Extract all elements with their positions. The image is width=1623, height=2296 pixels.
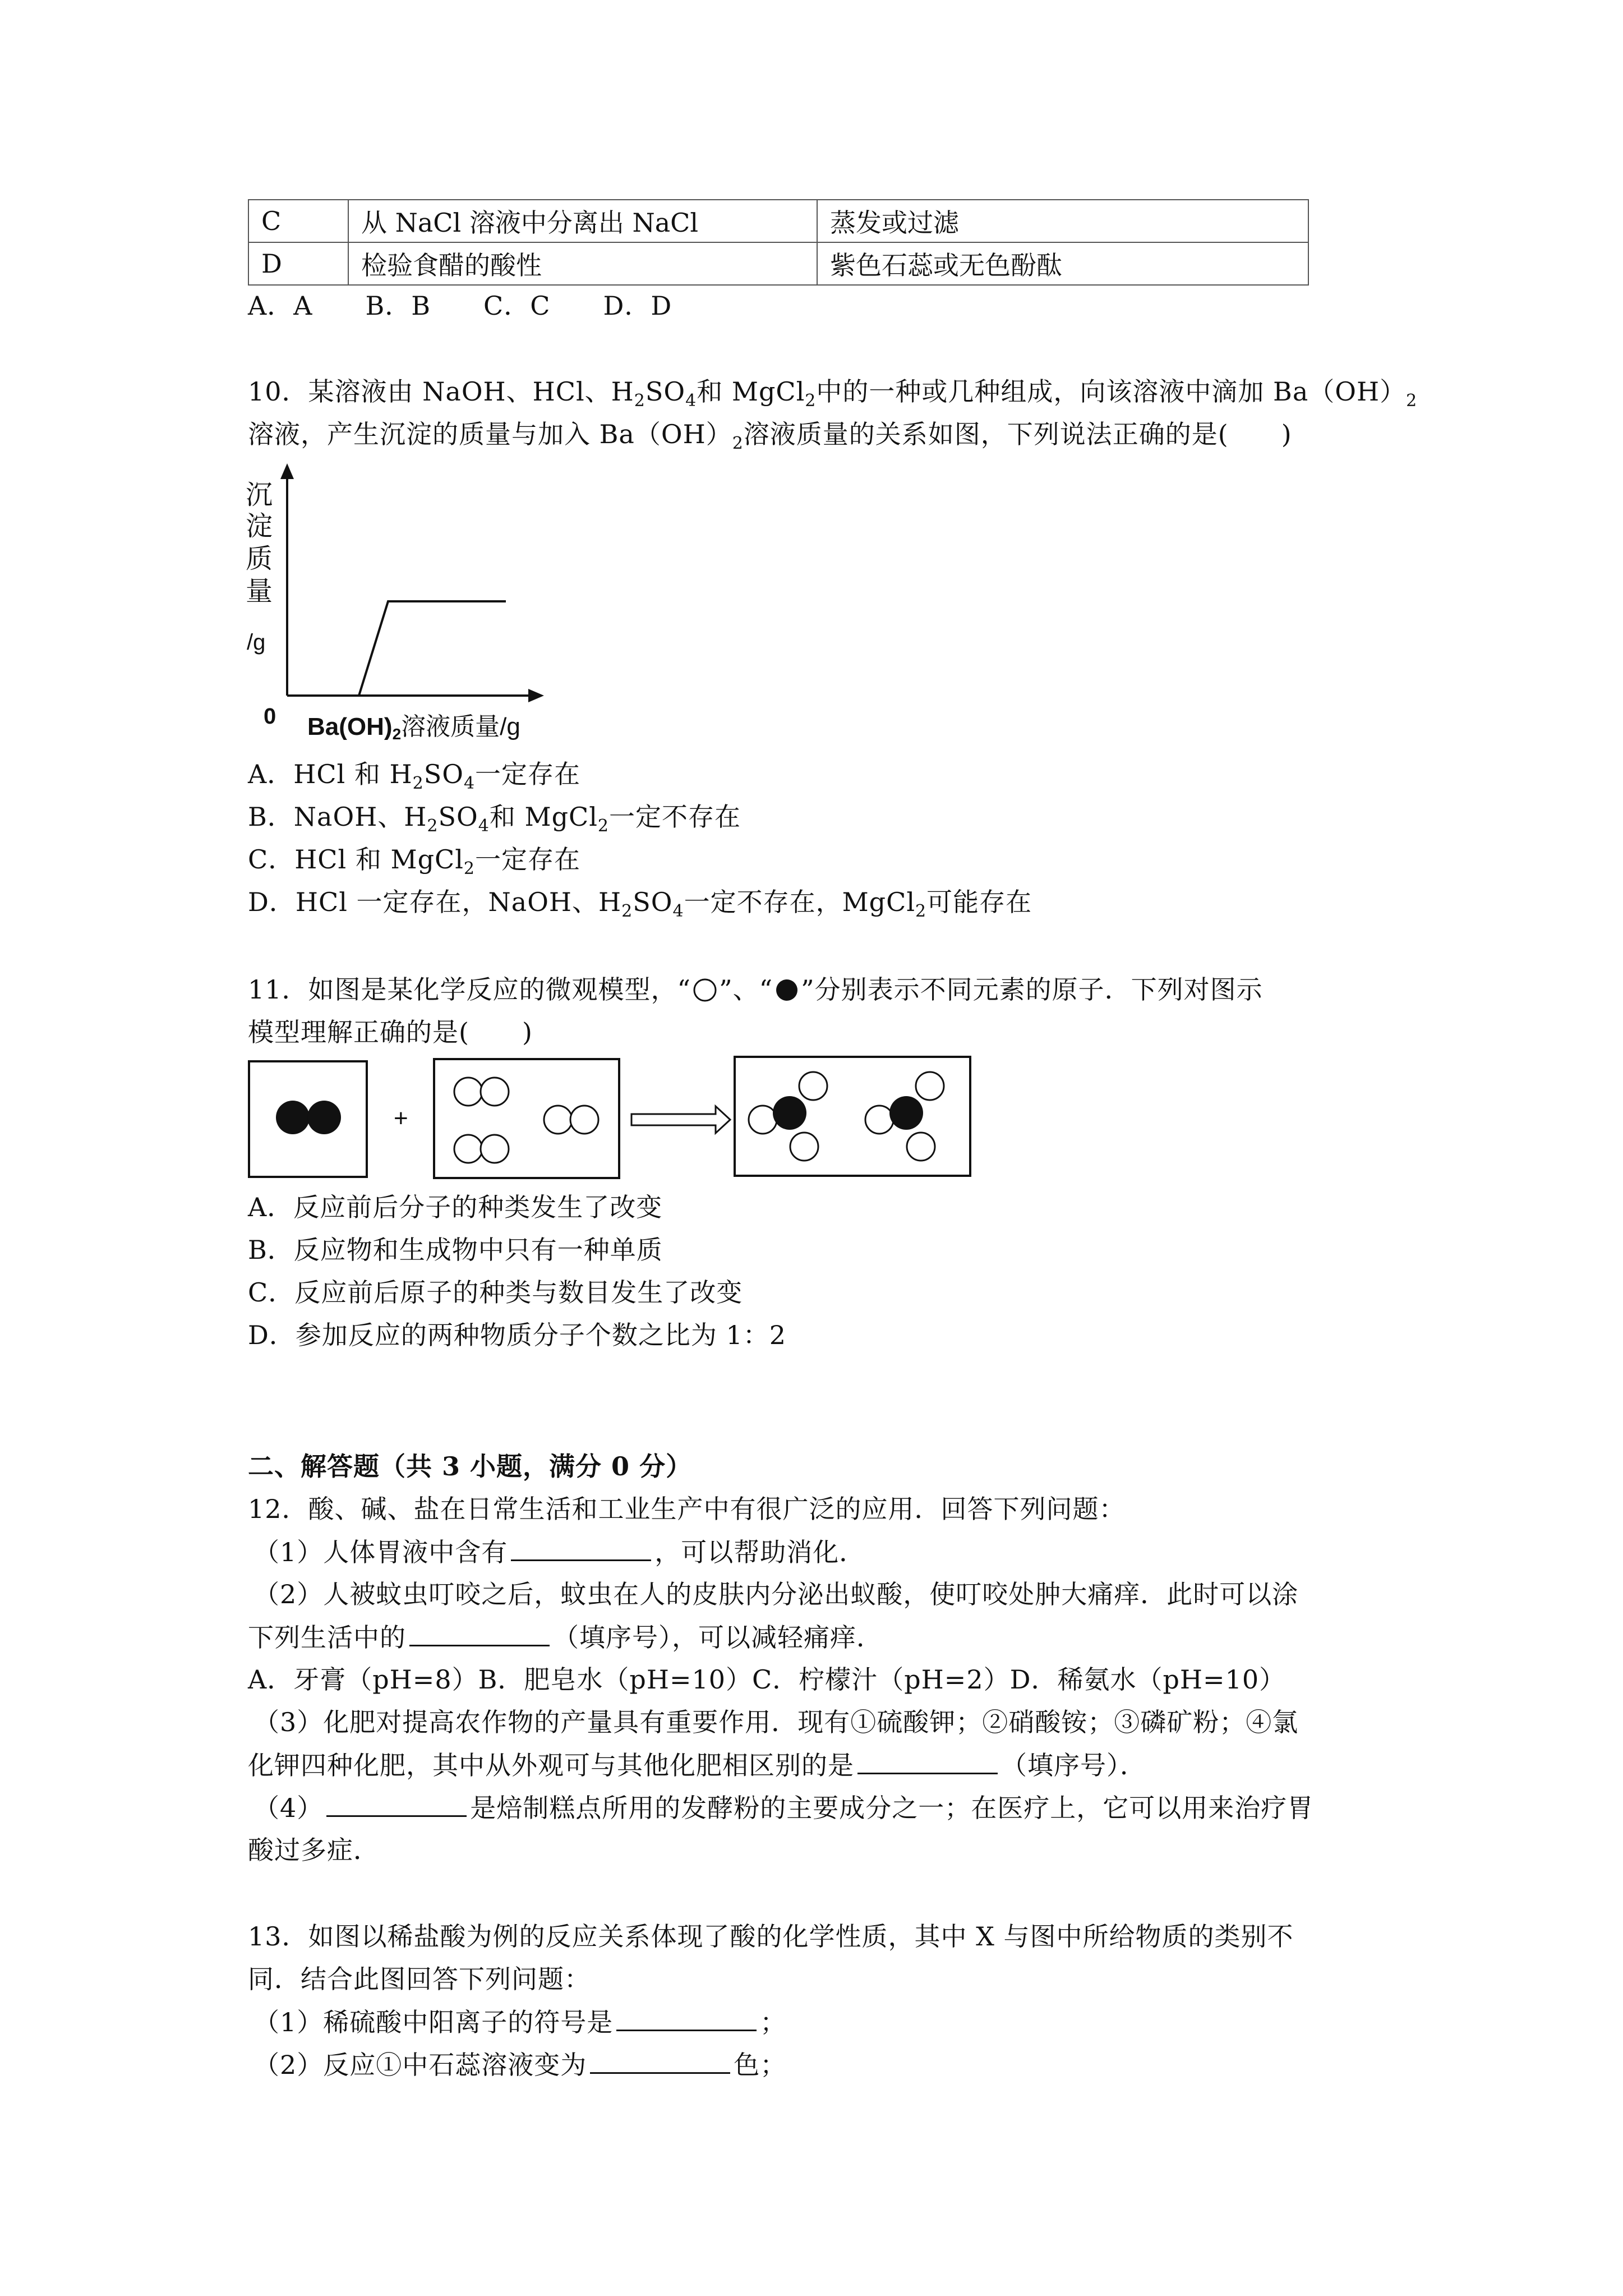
text: C．HCl 和 MgCl [248, 844, 464, 875]
y-label-char: 淀 [246, 512, 273, 541]
white-atom [907, 1133, 935, 1161]
text: 溶液，产生沉淀的质量与加入 Ba（OH） [248, 419, 732, 449]
q12-stem: 12．酸、碱、盐在日常生活和工业生产中有很广泛的应用．回答下列问题： [248, 1494, 1126, 1524]
answer-blank[interactable] [409, 1620, 550, 1646]
text: （填序号），可以减轻痛痒． [553, 1622, 883, 1653]
x-label-part: 溶液质量/g [401, 713, 520, 740]
table-cell-task: 从 NaCl 溶液中分离出 NaCl [348, 200, 817, 242]
text: 和 MgCl [697, 376, 805, 407]
text: SO [423, 759, 464, 789]
q12-part2-options: A．牙膏（pH=8）B．肥皂水（pH=10）C．柠檬汁（pH=2）D．稀氨水（pH=10） [248, 1664, 1286, 1695]
q11-reaction-svg [247, 1055, 976, 1184]
q12-part4-line2: 酸过多症． [248, 1835, 380, 1865]
black-atom [307, 1101, 341, 1134]
q11-option-b: B．反应物和生成物中只有一种单质 [248, 1235, 663, 1265]
y-label-char: 质 [246, 544, 273, 574]
q10-stem-line2 [248, 417, 1292, 451]
subscript: 4 [672, 901, 684, 921]
text: 一定不存在 [609, 802, 741, 832]
x-label-sub: 2 [392, 725, 402, 743]
q12-part4-line1 [253, 1791, 1313, 1825]
y-label-char: 沉 [246, 480, 273, 510]
q10-option-a [248, 757, 580, 791]
subscript: 2 [634, 391, 645, 411]
black-atom-icon [773, 977, 801, 1003]
white-atom [865, 1106, 893, 1134]
text: 一定存在 [475, 759, 581, 789]
q10-graph [241, 460, 578, 752]
y-label-unit: /g [247, 630, 266, 655]
table-cell-label: D [248, 242, 348, 285]
subscript: 2 [463, 859, 476, 878]
black-atom [773, 1096, 806, 1130]
table-cell-method: 紫色石蕊或无色酚酞 [817, 242, 1308, 285]
white-atom [790, 1133, 818, 1161]
text: 是焙制糕点所用的发酵粉的主要成分之一；在医疗上，它可以用来治疗胃 [470, 1793, 1314, 1823]
white-atom [570, 1106, 598, 1134]
q13-stem-line1: 13．如图以稀盐酸为例的反应关系体现了酸的化学性质，其中 X 与图中所给物质的类别不 [248, 1921, 1294, 1952]
table-row [248, 242, 1308, 285]
text: 10．某溶液由 NaOH、HCl、H [248, 376, 634, 407]
q12-part3-line1: （3）化肥对提高农作物的产量具有重要作用．现有①硫酸钾；②硝酸铵；③磷矿粉；④氯 [253, 1707, 1299, 1737]
white-atom [454, 1135, 482, 1163]
x-axis-label [307, 713, 520, 743]
text: （填序号）． [1001, 1750, 1146, 1780]
q10-graph-svg [241, 460, 578, 752]
text: （1）稀硫酸中阳离子的符号是 [253, 2007, 614, 2037]
q11-stem-line2: 模型理解正确的是( ) [248, 1017, 533, 1047]
subscript: 2 [597, 816, 610, 836]
text: 化钾四种化肥，其中从外观可与其他化肥相区别的是 [248, 1750, 854, 1780]
text: A．HCl 和 H [248, 759, 413, 789]
subscript: 4 [685, 391, 697, 411]
precipitate-line [359, 601, 506, 696]
text: 下列生活中的 [248, 1622, 406, 1653]
answer-blank[interactable] [616, 2005, 757, 2031]
text: 中的一种或几种组成，向该溶液中滴加 Ba（OH） [816, 376, 1407, 407]
q11-option-a: A．反应前后分子的种类发生了改变 [248, 1192, 663, 1222]
subscript: 2 [915, 901, 927, 921]
q13-part2 [253, 2047, 786, 2082]
origin-label: 0 [264, 704, 276, 729]
q10-stem-line1 [248, 375, 1418, 411]
subscript: 2 [412, 774, 424, 793]
text: D．HCl 一定存在，NaOH、H [248, 887, 622, 917]
white-atom [454, 1078, 482, 1106]
text: B．NaOH、H [248, 802, 427, 832]
subscript: 4 [478, 816, 490, 836]
white-atom [916, 1072, 944, 1100]
reaction-arrow [631, 1106, 730, 1133]
q11-option-c: C．反应前后原子的种类与数目发生了改变 [248, 1277, 743, 1308]
text: ”分别表示不同元素的原子．下列对图示 [801, 974, 1263, 1005]
black-atom [889, 1096, 923, 1130]
text: 一定存在 [475, 844, 581, 875]
white-atom [481, 1135, 509, 1163]
white-atom [749, 1106, 777, 1134]
q10-option-b [248, 800, 741, 834]
table-row [248, 200, 1308, 242]
q12-part1 [253, 1535, 865, 1569]
subscript: 2 [427, 816, 439, 836]
q12-part2-line2 [248, 1620, 883, 1654]
q11-reaction-diagram [247, 1055, 976, 1184]
q9-answer-choices: A．A B．B C．C D．D [248, 291, 672, 321]
white-atom [544, 1106, 572, 1134]
q12-part2-line1: （2）人被蚊虫叮咬之后，蚊虫在人的皮肤内分泌出蚁酸，使叮咬处肿大痛痒．此时可以涂 [253, 1579, 1299, 1609]
answer-blank[interactable] [590, 2047, 730, 2074]
table-cell-method: 蒸发或过滤 [817, 200, 1308, 242]
subscript: 2 [805, 391, 817, 411]
text: ； [760, 2007, 787, 2037]
y-label-char: 量 [246, 577, 273, 606]
table-cell-task: 检验食醋的酸性 [348, 242, 817, 285]
x-axis-arrow [528, 689, 544, 702]
text: SO [438, 802, 478, 832]
answer-blank[interactable] [511, 1535, 651, 1561]
x-label-part: Ba(OH) [307, 713, 393, 740]
section-heading: 二、解答题（共 3 小题，满分 0 分） [248, 1451, 693, 1481]
text: 11．如图是某化学反应的微观模型，“ [248, 974, 691, 1005]
subscript: 2 [621, 901, 633, 921]
q11-stem-line1 [248, 973, 1263, 1006]
white-atom [481, 1078, 509, 1106]
text: 和 MgCl [489, 802, 598, 832]
text: 一定不存在，MgCl [684, 887, 916, 917]
text: 可能存在 [926, 887, 1032, 917]
answer-blank[interactable] [326, 1791, 467, 1817]
q10-option-d [248, 885, 1032, 919]
q10-option-c [248, 843, 580, 876]
subscript: 4 [463, 774, 476, 793]
q11-option-d: D．参加反应的两种物质分子个数之比为 1：2 [248, 1320, 787, 1350]
answer-blank[interactable] [857, 1748, 998, 1774]
q9-options-table [248, 199, 1309, 286]
y-axis-arrow [280, 463, 294, 479]
text: 溶液质量的关系如图，下列说法正确的是( ) [743, 419, 1292, 449]
q13-part1 [253, 2005, 786, 2039]
q12-part3-line2 [248, 1748, 1146, 1782]
plus-sign: + [394, 1105, 408, 1132]
text: 色； [734, 2050, 787, 2080]
text: ，可以帮助消化． [654, 1537, 866, 1567]
white-atom [799, 1072, 827, 1100]
text: ”、“ [719, 974, 773, 1005]
text: （4） [253, 1793, 324, 1823]
text: SO [645, 376, 686, 407]
subscript: 2 [732, 434, 744, 453]
table-cell-label: C [248, 200, 348, 242]
white-atom-icon [691, 977, 719, 1003]
text: （2）反应①中石蕊溶液变为 [253, 2050, 587, 2080]
q13-stem-line2: 同．结合此图回答下列问题： [248, 1964, 591, 1994]
subscript: 2 [1406, 391, 1418, 411]
text: （1）人体胃液中含有 [253, 1537, 508, 1567]
text: SO [633, 887, 673, 917]
black-atom [276, 1101, 310, 1134]
